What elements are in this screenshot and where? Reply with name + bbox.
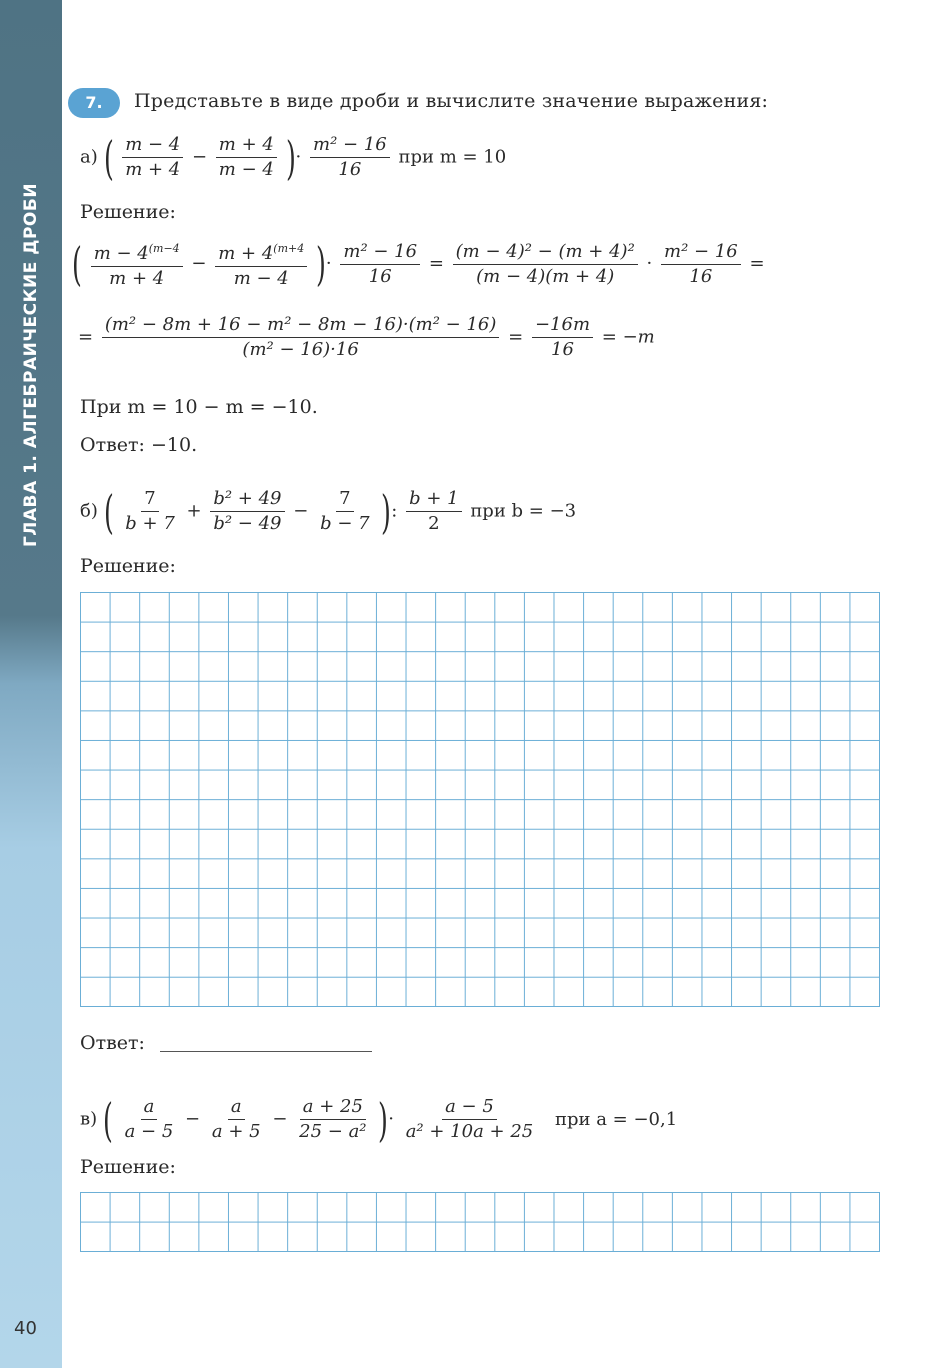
part-b-solution-label: Решение: [80, 555, 176, 577]
chapter-title: ГЛАВА 1. АЛГЕБРАИЧЕСКИЕ ДРОБИ [21, 182, 41, 548]
part-a-evaluation: При m = 10 − m = −10. [80, 396, 318, 418]
part-b-expression: б) ( $\frac{7}{b + 7}$ + $\frac{\text{b² + 49}}{\text{b² − 49}}$ − $\frac{7}{b - 7}$ ): $\frac{b + 1}{2}$ при b = −3 [80, 484, 577, 539]
part-c-solution-grid[interactable] [80, 1192, 880, 1252]
page-number: 40 [14, 1318, 37, 1339]
task-number-badge: 7. [68, 88, 120, 118]
part-a-expression: а) ( $\frac{m - 4}{m + 4}$ − $\frac{m + 4}{m - 4}$ )· $\frac{\text{m² − 16}}{16}$ при m = 10 [80, 130, 507, 185]
chapter-sidebar [0, 0, 62, 1368]
task-title: Представьте в виде дроби и вычислите значение выражения: [134, 90, 769, 112]
part-b-answer-field[interactable] [160, 1050, 372, 1052]
part-a-solution-step1: ( $\frac{m - 4^{(m-4}}{m + 4}$ − $\frac{m + 4^{(m+4}}{m - 4}$ )· $\frac{\text{m² − 16}}{16}$ = $\frac{\text{(m − 4)² − (m + 4)²}}{(m - 4)(m + 4)}$ · $\frac{\text{m² − 16}}{16}$ = [72, 237, 765, 291]
part-c-expression: в) ( $\frac{a}{a - 5}$ − $\frac{a}{a + 5}$ − $\frac{a + 25}{\text{25 − a²}}$ )· $\frac{a - 5}{\text{a² + 10a + 25}}$ при a = −0,1 [80, 1092, 678, 1147]
part-b-solution-grid[interactable] [80, 592, 880, 1007]
part-a-solution-step2: = $\frac{\text{(m² − 8m + 16 − m² − 8m − 16)·(m² − 16)}}{\text{(m² − 16)·16}}$ = $\frac{-16m}{16}$ = −m [78, 314, 655, 360]
part-a-solution-label: Решение: [80, 201, 176, 223]
part-b-answer-label: Ответ: [80, 1032, 145, 1054]
part-a-answer: Ответ: −10. [80, 434, 198, 456]
part-c-solution-label: Решение: [80, 1156, 176, 1178]
